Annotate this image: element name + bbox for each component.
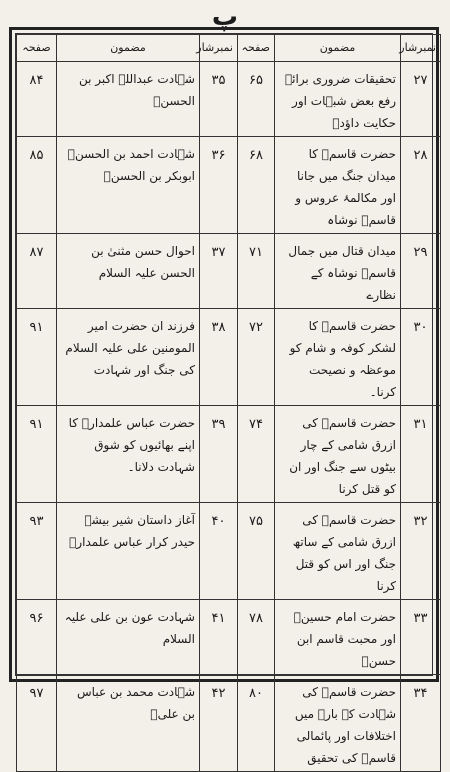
page-cell: ۸۷: [17, 234, 57, 309]
page-cell: ۷۸: [238, 600, 275, 675]
table-row: [17, 62, 441, 137]
serial-cell: ۳۹: [200, 406, 238, 503]
header-page: صفحہ: [238, 35, 275, 62]
topic-cell: شہادت عون بن علی علیہ السلام: [57, 600, 200, 675]
topic-cell: حضرت قاسمؑ کا لشکر کوفہ و شام کو موعظہ و نصیحت کرنا۔: [275, 309, 401, 406]
topic-cell: فرزند ان حضرت امیر المومنین علی علیہ السلام کی جنگ اور شہادت: [57, 309, 200, 406]
topic-cell: شہادت عبداللہ اکبر بن الحسنؑ: [57, 62, 200, 137]
header-serial: نمبرشار: [200, 35, 238, 62]
page-cell: ۶۸: [238, 137, 275, 234]
table-row: [17, 309, 441, 406]
header-topic: مضمون: [57, 35, 200, 62]
table-row: [17, 503, 441, 600]
index-frame: [9, 27, 439, 765]
header-page: صفحہ: [17, 35, 57, 62]
serial-cell: ۴۲: [200, 675, 238, 772]
serial-cell: ۳۷: [200, 234, 238, 309]
page-cell: ۷۴: [238, 406, 275, 503]
page-cell: ۹۳: [17, 503, 57, 600]
serial-cell: ۲۹: [401, 234, 441, 309]
serial-cell: ۳۶: [200, 137, 238, 234]
topic-cell: حضرت قاسمؑ کی شہادت کے بارے میں اختلافات اور پائمالی قاسمؑ کی تحقیق: [275, 675, 401, 772]
topic-cell: احوال حسن مثنیٰ بن الحسن علیہ السلام: [57, 234, 200, 309]
topic-cell: آغاز داستان شیر بیشۂ حیدر کرار عباس علمدارؑ: [57, 503, 200, 600]
contents-table: [16, 34, 441, 772]
table-row: [17, 406, 441, 503]
topic-cell: شہادت احمد بن الحسنؑ ابوبکر بن الحسنؑ: [57, 137, 200, 234]
index-inner-frame: [15, 33, 436, 765]
topic-cell: حضرت قاسمؑ کی ازرق شامی کے ساتھ جنگ اور اس کو قتل کرنا: [275, 503, 401, 600]
topic-cell: حضرت عباس علمدارؑ کا اپنے بھائیوں کو شوق شہادت دلانا۔: [57, 406, 200, 503]
table-row: [17, 234, 441, 309]
serial-cell: ۳۴: [401, 675, 441, 772]
page-cell: ۷۱: [238, 234, 275, 309]
page-marker: پ: [211, 2, 239, 32]
serial-cell: ۳۵: [200, 62, 238, 137]
page-cell: ۹۶: [17, 600, 57, 675]
serial-cell: ۴۰: [200, 503, 238, 600]
page-cell: ۷۵: [238, 503, 275, 600]
page-cell: ۹۷: [17, 675, 57, 772]
page-cell: ۹۱: [17, 406, 57, 503]
page-cell: ۷۲: [238, 309, 275, 406]
table-row: [17, 137, 441, 234]
topic-cell: میدان قتال میں جمال قاسمؑ نوشاہ کے نظارے: [275, 234, 401, 309]
table-row: [17, 675, 441, 772]
serial-cell: ۳۱: [401, 406, 441, 503]
page-cell: ۸۰: [238, 675, 275, 772]
page-cell: ۸۴: [17, 62, 57, 137]
serial-cell: ۲۸: [401, 137, 441, 234]
serial-cell: ۳۸: [200, 309, 238, 406]
topic-cell: تحقیقات ضروری برائے رفع بعض شبہات اور حکایت داؤدؑ: [275, 62, 401, 137]
serial-cell: ۳۲: [401, 503, 441, 600]
serial-cell: ۴۱: [200, 600, 238, 675]
page-cell: ۸۵: [17, 137, 57, 234]
header-topic: مضمون: [275, 35, 401, 62]
header-row: [17, 35, 441, 62]
serial-cell: ۳۳: [401, 600, 441, 675]
topic-cell: شہادت محمد بن عباس بن علیؑ: [57, 675, 200, 772]
topic-cell: حضرت قاسمؑ کا میدان جنگ میں جانا اور مکالمۂ عروس و قاسمؑ نوشاہ: [275, 137, 401, 234]
serial-cell: ۲۷: [401, 62, 441, 137]
page-cell: ۶۵: [238, 62, 275, 137]
page-cell: ۹۱: [17, 309, 57, 406]
serial-cell: ۳۰: [401, 309, 441, 406]
header-serial: نمبرشار: [401, 35, 441, 62]
table-row: [17, 600, 441, 675]
topic-cell: حضرت قاسمؑ کی ازرق شامی کے چار بیٹوں سے جنگ اور ان کو قتل کرنا: [275, 406, 401, 503]
topic-cell: حضرت امام حسینؑ اور محبت قاسم ابن حسنؑ: [275, 600, 401, 675]
